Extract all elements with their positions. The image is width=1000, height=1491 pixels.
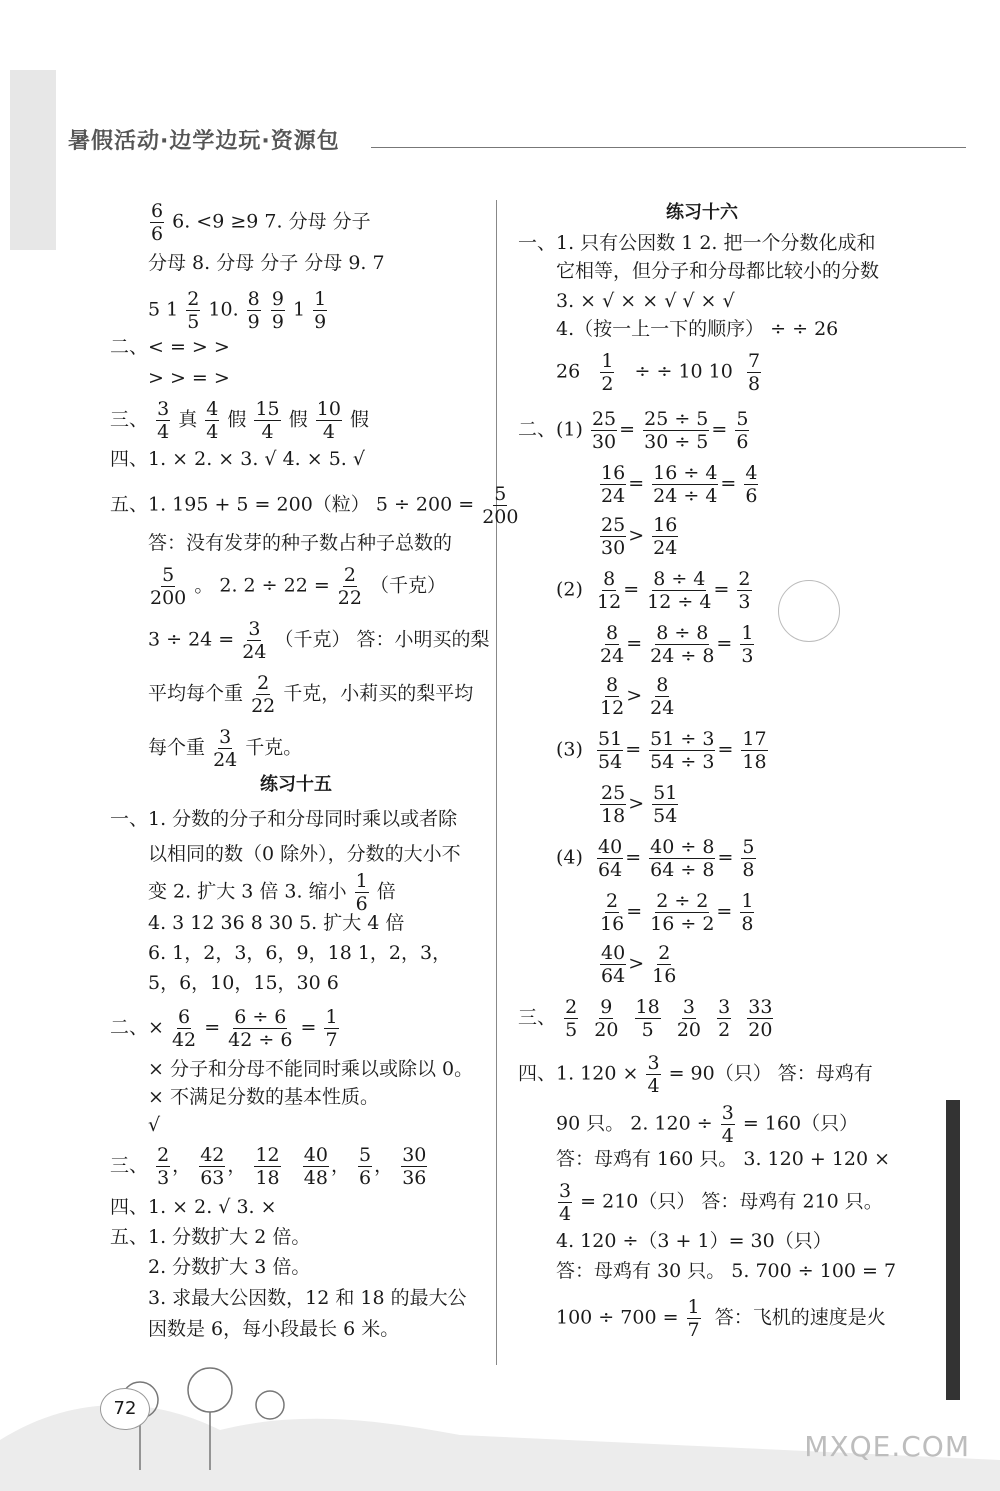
right-g2b: $\frac{8}{24}$ = $\frac{8 \div 8}{24 \div 8}$ = $\frac{1}{3}$: [600, 622, 754, 667]
left-p16: 因数是 6，每小段最长 6 米。: [148, 1318, 400, 1340]
left-p7: 二、× $\frac{6}{42}$ = $\frac{6 \div 6}{42 \div 6}$ = $\frac{1}{7}$: [110, 1006, 338, 1051]
left-p9: × 不满足分数的基本性质。: [148, 1086, 379, 1108]
left-p2: 以相同的数（0 除外），分数的大小不: [148, 843, 461, 865]
page-header: [68, 118, 968, 160]
left-line-3: 5 1 $\frac{2}{5}$ 10. $\frac{8}{9}$ $\frac{9}{9}$ 1 $\frac{1}{9}$: [148, 288, 327, 333]
fraction: $\frac{6}{6}$: [151, 200, 164, 245]
right-r3: 3. × √ × × √ √ × √: [556, 290, 735, 312]
left-p15: 3. 求最大公因数，12 和 18 的最大公: [148, 1287, 467, 1309]
left-er: 二、< = > >: [110, 336, 230, 358]
left-p5: 6. 1，2，3，6，9，18 1，2，3，: [148, 942, 452, 964]
left-line-1: $\frac{6}{6}$ 6. <9 ≥9 7. 分母 分子: [151, 200, 371, 245]
left-wu1: 五、1. 195 + 5 = 200（粒） 5 ÷ 200 = $\frac{5}{200}$: [110, 483, 519, 528]
left-p12: 四、1. × 2. √ 3. ×: [110, 1196, 277, 1218]
page-corner-shadow: [10, 70, 56, 250]
left-p6: 5，6，10，15，30 6: [148, 972, 339, 994]
right-g2a: (2) $\frac{8}{12}$ = $\frac{8 \div 4}{12 \div 4}$ = $\frac{2}{3}$: [556, 568, 751, 613]
right-r5: 26 $\frac{1}{2}$ ÷ ÷ 10 10 $\frac{7}{8}$: [556, 350, 761, 395]
left-p4: 4. 3 12 36 8 30 5. 扩大 4 倍: [148, 912, 405, 934]
footer-illustration: [0, 1360, 1000, 1491]
watermark: MXQE.COM: [804, 1430, 970, 1463]
header-rule: [371, 147, 966, 148]
right-g3a: (3) $\frac{51}{54}$ = $\frac{51 \div 3}{54 \div 3}$ = $\frac{17}{18}$: [556, 728, 767, 773]
right-s4a: 四、1. 120 × $\frac{3}{4}$ = 90（只） 答：母鸡有: [518, 1052, 873, 1097]
right-g3b: $\frac{25}{18}$ > $\frac{51}{54}$: [601, 782, 678, 827]
column-divider: [496, 200, 497, 1365]
right-g4c: $\frac{40}{64}$ > $\frac{2}{16}$: [601, 942, 677, 987]
right-s4g: 100 ÷ 700 = $\frac{1}{7}$ 答：飞机的速度是火: [556, 1296, 886, 1341]
right-s4f: 答：母鸡有 30 只。 5. 700 ÷ 100 = 7: [556, 1260, 897, 1282]
left-ans4: 平均每个重 $\frac{2}{22}$ 千克，小莉买的梨平均: [148, 672, 474, 717]
left-ans1: 答：没有发芽的种子数占种子总数的: [148, 532, 453, 554]
left-p11: 三、 $\frac{2}{3}$ ， $\frac{42}{63}$ ， $\frac{12}{18}$ $\frac{40}{48}$ ， $\frac{5}{6}$ ， $\frac{30}{36}$: [110, 1144, 427, 1189]
right-r4: 4.（按一上一下的顺序） ÷ ÷ 26: [556, 318, 839, 340]
right-g1c: $\frac{25}{30}$ > $\frac{16}{24}$: [601, 514, 678, 559]
left-ans3: 3 ÷ 24 = $\frac{3}{24}$ （千克） 答：小明买的梨: [148, 618, 490, 663]
right-s4b: 90 只。 2. 120 ÷ $\frac{3}{4}$ = 160（只）: [556, 1102, 859, 1147]
right-g4b: $\frac{2}{16}$ = $\frac{2 \div 2}{16 \div 2}$ = $\frac{1}{8}$: [600, 890, 754, 935]
header-title: 暑假活动·边学边玩·资源包: [68, 129, 340, 154]
left-p10: √: [148, 1114, 161, 1136]
left-p14: 2. 分数扩大 3 倍。: [148, 1256, 311, 1278]
left-p8: × 分子和分母不能同时乘以或除以 0。: [148, 1058, 474, 1080]
left-si: 四、1. × 2. × 3. √ 4. × 5. √: [110, 448, 365, 470]
left-er2: > > = >: [148, 367, 230, 389]
left-san: 三、 $\frac{3}{4}$ 真 $\frac{4}{4}$ 假 $\frac{15}{4}$ 假 $\frac{10}{4}$ 假: [110, 398, 370, 443]
right-g1a: 二、(1) $\frac{25}{30}$ = $\frac{25 \div 5}{30 \div 5}$ = $\frac{5}{6}$: [518, 408, 749, 453]
right-s4d: $\frac{3}{4}$ = 210（只） 答：母鸡有 210 只。: [559, 1180, 883, 1225]
left-line-2: 分母 8. 分母 分子 分母 9. 7: [148, 252, 385, 274]
right-g4a: (4) $\frac{40}{64}$ = $\frac{40 \div 8}{64 \div 8}$ = $\frac{5}{8}$: [556, 836, 755, 881]
section-title-16: 练习十六: [666, 202, 738, 223]
right-r1: 一、1. 只有公因数 1 2. 把一个分数化成和: [518, 232, 876, 254]
right-g1b: $\frac{16}{24}$ = $\frac{16 \div 4}{24 \div 4}$ = $\frac{4}{6}$: [601, 462, 758, 507]
left-p3: 变 2. 扩大 3 倍 3. 缩小 $\frac{1}{6}$ 倍: [148, 870, 396, 915]
left-p13: 五、1. 分数扩大 2 倍。: [110, 1226, 311, 1248]
right-r2: 它相等，但分子和分母都比较小的分数: [556, 260, 880, 282]
page-number: 72: [100, 1388, 150, 1430]
left-p1: 一、1. 分数的分子和分母同时乘以或者除: [110, 808, 458, 830]
left-ans5: 每个重 $\frac{3}{24}$ 千克。: [148, 726, 303, 771]
left-ans2: $\frac{5}{200}$ 。 2. 2 ÷ 22 = $\frac{2}{22}$ （千克）: [150, 564, 447, 609]
page-edge-shadow: [946, 1100, 960, 1400]
right-s4e: 4. 120 ÷（3 + 1）= 30（只）: [556, 1230, 832, 1252]
section-title-15: 练习十五: [260, 774, 332, 795]
right-s4c: 答：母鸡有 160 只。 3. 120 + 120 ×: [556, 1148, 891, 1170]
right-g2c: $\frac{8}{12}$ > $\frac{8}{24}$: [600, 674, 675, 719]
stamp-seal: [778, 580, 840, 642]
right-s3: 三、 $\frac{2}{5}$ $\frac{9}{20}$ $\frac{18}{5}$ $\frac{3}{20}$ $\frac{3}{2}$ $\frac{33}{20}$: [518, 996, 773, 1041]
